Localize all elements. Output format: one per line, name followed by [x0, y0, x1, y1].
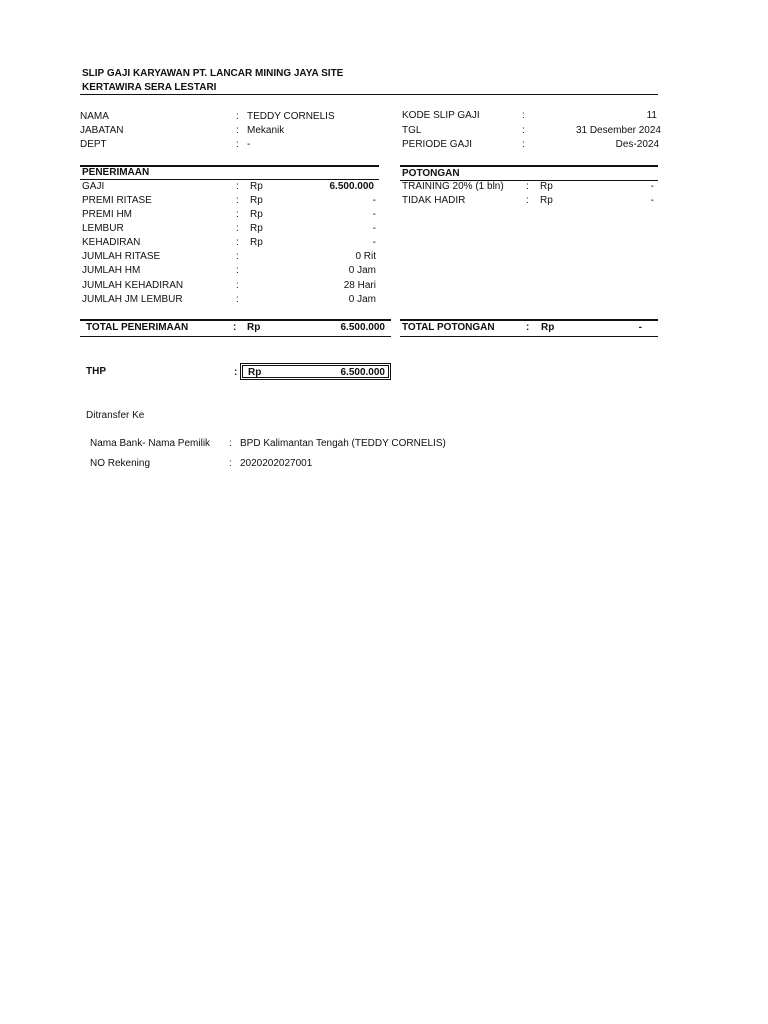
potongan-heading: POTONGAN	[402, 168, 460, 179]
total-potongan-top-rule	[400, 319, 658, 321]
total-penerimaan-sep: :	[233, 322, 237, 333]
penerimaan-row-sep: :	[236, 195, 239, 206]
kode-value: 11	[646, 110, 657, 121]
penerimaan-row-value: 6.500.000	[329, 181, 374, 192]
nama-value: TEDDY CORNELIS	[247, 111, 335, 122]
penerimaan-heading-rule	[80, 179, 379, 180]
penerimaan-row-label: LEMBUR	[82, 223, 124, 234]
penerimaan-row-value: 0 Jam	[348, 265, 376, 276]
total-potongan-currency: Rp	[541, 322, 555, 333]
potongan-top-rule	[400, 165, 658, 167]
total-potongan-sep: :	[526, 322, 530, 333]
rekening-value: 2020202027001	[240, 458, 313, 469]
penerimaan-row-sep: :	[236, 237, 239, 248]
penerimaan-row-label: JUMLAH RITASE	[82, 251, 161, 262]
thp-value: 6.500.000	[340, 367, 385, 378]
total-potongan-value: -	[638, 322, 642, 333]
penerimaan-row-sep: :	[236, 280, 239, 291]
periode-sep: :	[522, 139, 525, 150]
dept-label: DEPT	[80, 139, 107, 150]
bank-value: BPD Kalimantan Tengah (TEDDY CORNELIS)	[240, 438, 446, 449]
potongan-row-sep: :	[526, 181, 529, 192]
potongan-row-currency: Rp	[540, 195, 553, 206]
penerimaan-row-value: -	[372, 223, 376, 234]
penerimaan-row-sep: :	[236, 209, 239, 220]
penerimaan-row-value: -	[372, 237, 376, 248]
total-penerimaan-currency: Rp	[247, 322, 261, 333]
penerimaan-row-value: -	[372, 195, 376, 206]
penerimaan-row-label: JUMLAH HM	[82, 265, 141, 276]
dept-value: -	[247, 139, 251, 150]
total-penerimaan-top-rule	[80, 319, 391, 321]
penerimaan-row-value: -	[372, 209, 376, 220]
thp-label: THP	[86, 366, 106, 377]
bank-sep: :	[229, 438, 232, 449]
thp-sep: :	[234, 367, 238, 378]
company-subtitle: KERTAWIRA SERA LESTARI	[82, 82, 217, 93]
potongan-row-currency: Rp	[540, 181, 553, 192]
nama-sep: :	[236, 111, 239, 122]
penerimaan-row-sep: :	[236, 223, 239, 234]
potongan-row-label: TRAINING 20% (1 bln)	[402, 181, 504, 192]
tgl-label: TGL	[402, 125, 422, 136]
jabatan-label: JABATAN	[80, 125, 124, 136]
nama-label: NAMA	[80, 111, 109, 122]
penerimaan-row-value: 0 Rit	[355, 251, 376, 262]
potongan-row-sep: :	[526, 195, 529, 206]
penerimaan-row-sep: :	[236, 251, 239, 262]
periode-label: PERIODE GAJI	[402, 139, 473, 150]
rekening-label: NO Rekening	[90, 458, 151, 469]
tgl-sep: :	[522, 125, 525, 136]
transfer-heading: Ditransfer Ke	[86, 410, 145, 421]
total-potongan-label: TOTAL POTONGAN	[402, 322, 495, 333]
penerimaan-row-label: JUMLAH JM LEMBUR	[82, 294, 183, 305]
total-potongan-bottom-rule	[400, 336, 658, 337]
penerimaan-row-value: 0 Jam	[348, 294, 376, 305]
potongan-row-value: -	[650, 181, 654, 192]
penerimaan-row-value: 28 Hari	[343, 280, 376, 291]
thp-currency: Rp	[248, 367, 262, 378]
potongan-row-label: TIDAK HADIR	[402, 195, 466, 206]
penerimaan-row-currency: Rp	[250, 181, 263, 192]
rekening-sep: :	[229, 458, 232, 469]
total-penerimaan-bottom-rule	[80, 336, 391, 337]
penerimaan-row-label: KEHADIRAN	[82, 237, 141, 248]
jabatan-value: Mekanik	[247, 125, 285, 136]
tgl-value: 31 Desember 2024	[575, 125, 661, 136]
penerimaan-row-currency: Rp	[250, 237, 263, 248]
periode-value: Des-2024	[615, 139, 659, 150]
penerimaan-row-sep: :	[236, 294, 239, 305]
penerimaan-row-label: JUMLAH KEHADIRAN	[82, 280, 184, 291]
penerimaan-row-currency: Rp	[250, 195, 263, 206]
total-penerimaan-label: TOTAL PENERIMAAN	[86, 322, 189, 333]
slip-title: SLIP GAJI KARYAWAN PT. LANCAR MINING JAYA SITE	[82, 68, 344, 79]
penerimaan-heading: PENERIMAAN	[82, 167, 150, 178]
dept-sep: :	[236, 139, 239, 150]
jabatan-sep: :	[236, 125, 239, 136]
penerimaan-row-currency: Rp	[250, 223, 263, 234]
penerimaan-row-sep: :	[236, 265, 239, 276]
bank-label: Nama Bank- Nama Pemilik	[90, 438, 211, 449]
penerimaan-row-label: PREMI RITASE	[82, 195, 152, 206]
penerimaan-row-label: GAJI	[82, 181, 105, 192]
penerimaan-row-sep: :	[236, 181, 239, 192]
penerimaan-row-label: PREMI HM	[82, 209, 132, 220]
kode-label: KODE SLIP GAJI	[402, 110, 480, 121]
kode-sep: :	[522, 110, 525, 121]
total-penerimaan-value: 6.500.000	[340, 322, 385, 333]
header-rule	[80, 94, 658, 95]
penerimaan-row-currency: Rp	[250, 209, 263, 220]
potongan-row-value: -	[650, 195, 654, 206]
